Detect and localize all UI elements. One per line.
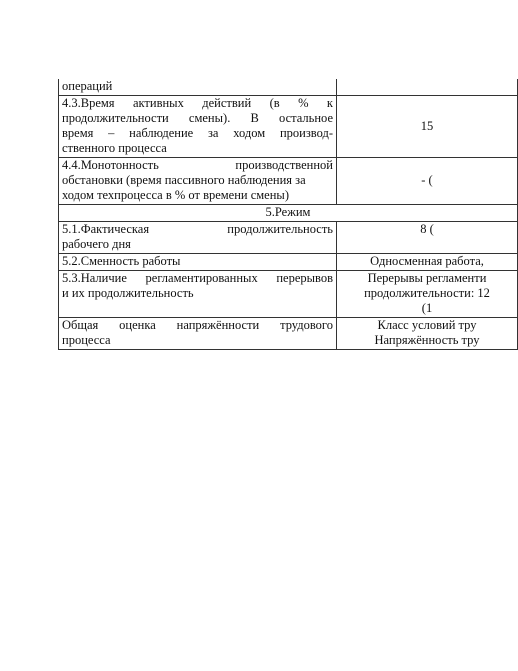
- row-operations-label: операций: [59, 79, 337, 96]
- text-line: продолжительности смены). В остальное: [62, 111, 333, 125]
- text-line: ходом техпроцесса в % от времени смены): [62, 188, 289, 202]
- text-line: 4.3.Время активных действий (в % к: [62, 96, 333, 110]
- labor-assessment-table: [58, 79, 518, 350]
- text-line: рабочего дня: [62, 237, 131, 251]
- monotony-value: - (: [337, 158, 518, 205]
- active-actions-label: [59, 96, 337, 158]
- text-line: Класс условий тру: [377, 318, 477, 332]
- section-5-title: 5.Режим: [59, 205, 518, 222]
- table-row: [59, 222, 518, 254]
- workday-length-label: [59, 222, 337, 254]
- overall-assessment-value: [337, 318, 518, 350]
- breaks-label: [59, 271, 337, 318]
- shift-work-value: Односменная работа,: [337, 254, 518, 271]
- row-operations-value: [337, 79, 518, 96]
- table-row: [59, 79, 518, 96]
- text-line: ственного процесса: [62, 141, 167, 155]
- text-line: 5.1.Фактическая продолжительность: [62, 222, 333, 236]
- active-actions-value: 15: [337, 96, 518, 158]
- table-row: [59, 254, 518, 271]
- text-line: время – наблюдение за ходом производ-: [62, 126, 333, 140]
- text-line: 5.3.Наличие регламентированных перерывов: [62, 271, 333, 285]
- section-header-row: [59, 205, 518, 222]
- table-row: [59, 318, 518, 350]
- text-line: Общая оценка напряжённости трудового: [62, 318, 333, 332]
- shift-work-label: 5.2.Сменность работы: [59, 254, 337, 271]
- text-line: продолжительности: 12: [364, 286, 490, 300]
- text-line: Напряжённость тру: [374, 333, 480, 347]
- text-line: Перерывы регламенти: [367, 271, 487, 285]
- overall-assessment-label: [59, 318, 337, 350]
- text-line: и их продолжительность: [62, 286, 194, 300]
- table-row: [59, 158, 518, 205]
- text-line: 4.4.Монотонность производственной: [62, 158, 333, 172]
- workday-length-value: 8 (: [337, 222, 518, 254]
- text-line: (1: [421, 301, 433, 315]
- text-line: обстановки (время пассивного наблюдения за: [62, 173, 306, 187]
- table-row: [59, 96, 518, 158]
- table-row: [59, 271, 518, 318]
- text-line: процесса: [62, 333, 111, 347]
- monotony-label: [59, 158, 337, 205]
- breaks-value: [337, 271, 518, 318]
